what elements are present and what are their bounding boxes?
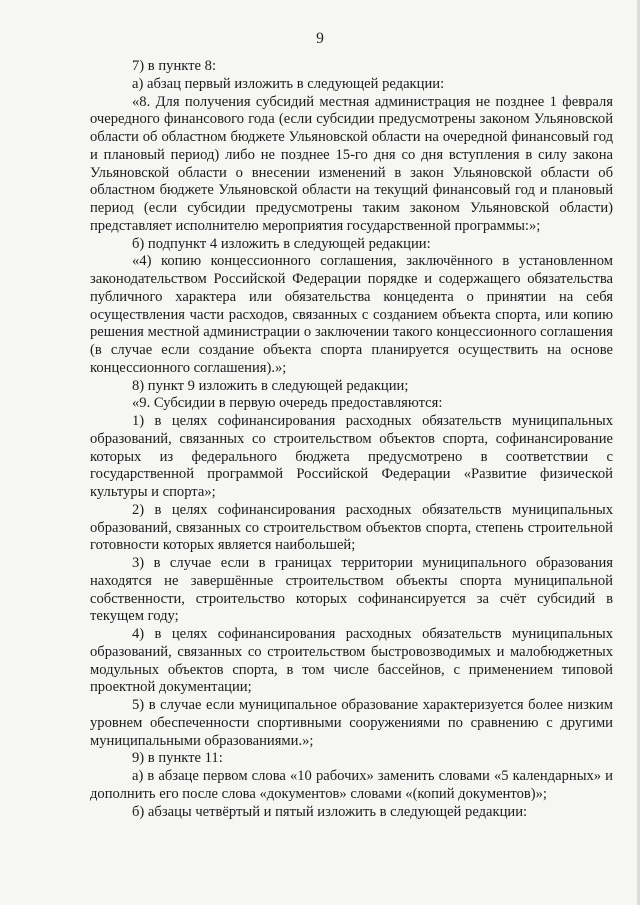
- paragraph-priority-3: 3) в случае если в границах территории муниципального образования находятся не завершённые строительством объекты спорта муниципальной собственности, строительство которых софинансируется за счёт субсидий в текущем году;: [90, 555, 613, 625]
- document-body: [90, 58, 613, 821]
- paragraph-priority-5: 5) в случае если муниципальное образование характеризуется более низким уровнем обеспеченности спортивными сооружениями по сравнению с другими муниципальными образованиями.»;: [90, 697, 613, 749]
- paragraph-item-8: 8) пункт 9 изложить в следующей редакции;: [132, 377, 409, 394]
- paragraph-item-7: 7) в пункте 8:: [132, 58, 217, 74]
- page-number: 9: [316, 30, 324, 47]
- paragraph-subitem-a-point-11: а) в абзаце первом слова «10 рабочих» заменить словами «5 календарных» и дополнить его после слова «документов» словами «(копий документов)»;: [90, 768, 613, 802]
- paragraph-priority-4: 4) в целях софинансирования расходных обязательств муниципальных образований, связанных со строительством быстровозводимых и малобюджетных модульных объектов спорта, в том числе бассейнов, с применением типовой проектной документации;: [90, 626, 613, 696]
- paragraph-item-9: 9) в пункте 11:: [132, 750, 223, 767]
- paragraph-subitem-b-point-11: б) абзацы четвёртый и пятый изложить в следующей редакции:: [132, 803, 528, 820]
- paragraph-quoted-point-9: «9. Субсидии в первую очередь предоставляются:: [132, 395, 443, 412]
- paragraph-quoted-subpoint-4: «4) копию концессионного соглашения, заключённого в установленном законодательством Российской Федерации порядке и содержащего обязательства публичного характера или обязательства концедента о принятии на себя осуществления части расходов, связанных с созданием объекта спорта, или копию решения местной администрации о заключении такого концессионного соглашения (в случае если создание объекта спорта планируется осуществить на основе концессионного соглашения).»;: [90, 253, 613, 376]
- paragraph-subitem-b: б) подпункт 4 изложить в следующей редакции:: [132, 235, 431, 252]
- paragraph-subitem-a: а) абзац первый изложить в следующей редакции:: [132, 75, 445, 92]
- paragraph-quoted-point-8: «8. Для получения субсидий местная администрация не позднее 1 февраля очередного финансового года (если субсидии предусмотрены законом Ульяновской области об областном бюджете Ульяновской области на очередной финансовый год и плановый период) либо не позднее 15-го дня со дня вступления в силу закона Ульяновской области о внесении изменений в закон Ульяновской области об областном бюджете Ульяновской области на текущий финансовый год и плановый период (если субсидии предусмотрены таким законом Ульяновской области) представляет исполнителю мероприятия государственной программы:»;: [90, 93, 613, 234]
- paragraph-priority-1: 1) в целях софинансирования расходных обязательств муниципальных образований, связанных со строительством объектов спорта, софинансирование которых из федерального бюджета предусмотрено в соответствии с государственной программой Российской Федерации «Развитие физической культуры и спорта»;: [90, 413, 613, 500]
- paragraph-priority-2: 2) в целях софинансирования расходных обязательств муниципальных образований, связанных со строительством объектов спорта, степень строительной готовности которых является наибольшей;: [90, 501, 613, 554]
